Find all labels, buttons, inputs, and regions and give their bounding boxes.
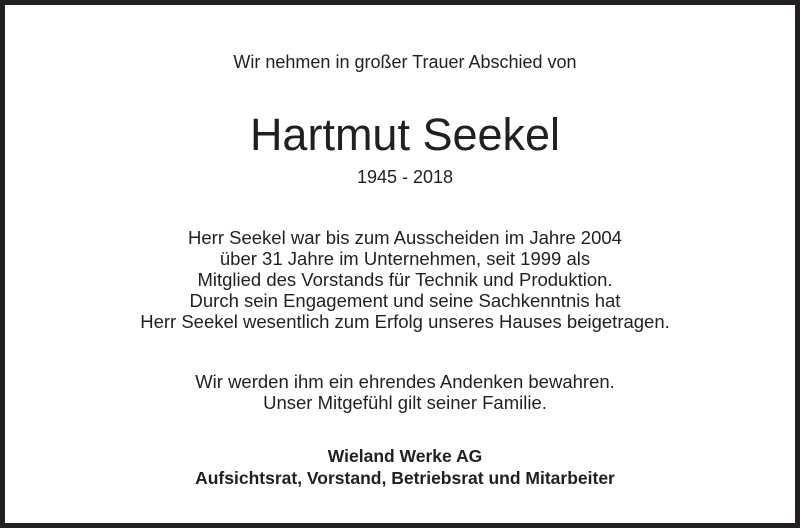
tribute-paragraph <box>5 227 800 332</box>
signature-groups: Aufsichtsrat, Vorstand, Betriebsrat und Mitarbeiter <box>195 468 615 488</box>
paragraph-line: Mitglied des Vorstands für Technik und Produktion. <box>197 269 613 290</box>
life-years: 1945 - 2018 <box>356 167 454 187</box>
paragraph-line: Herr Seekel war bis zum Ausscheiden im Jahre 2004 <box>188 227 622 248</box>
deceased-name: Hartmut Seekel <box>249 109 561 160</box>
intro-text: Wir nehmen in großer Trauer Abschied von <box>233 52 577 72</box>
signature <box>5 445 800 489</box>
paragraph-line: Durch sein Engagement und seine Sachkenntnis hat <box>189 290 621 311</box>
paragraph-line: Herr Seekel wesentlich zum Erfolg unseres Hauses beigetragen. <box>140 311 670 332</box>
closing-line: Wir werden ihm ein ehrendes Andenken bewahren. <box>195 371 615 392</box>
closing-line: Unser Mitgefühl gilt seiner Familie. <box>263 392 547 413</box>
paragraph-line: über 31 Jahre im Unternehmen, seit 1999 als <box>219 248 591 269</box>
signature-company: Wieland Werke AG <box>327 446 483 466</box>
closing-text <box>5 371 800 413</box>
